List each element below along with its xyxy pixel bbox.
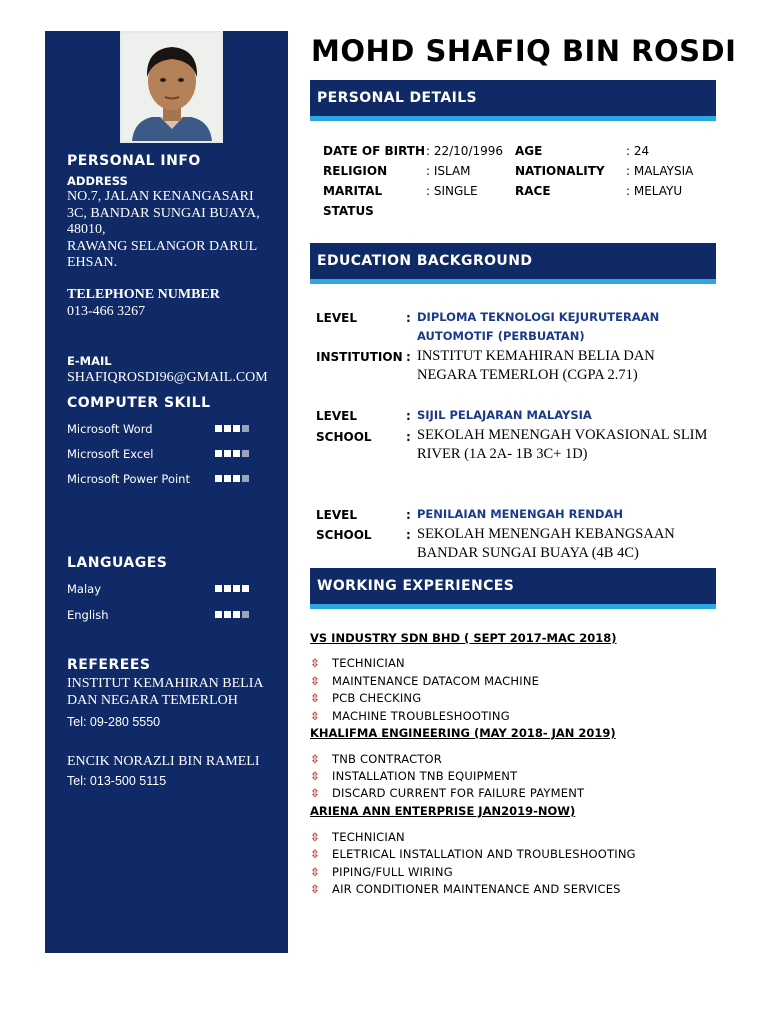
sidebar: [45, 31, 288, 953]
personal-details-banner: [310, 80, 716, 121]
referee1-line: INSTITUT KEMAHIRAN BELIA: [67, 676, 264, 691]
arrow-bullet-icon: ⇳: [310, 709, 320, 723]
address-label: ADDRESS: [67, 174, 128, 188]
skill-name: Microsoft Power Point: [67, 472, 190, 486]
rating-filled-square: [233, 475, 240, 482]
marital-label: MARITAL: [323, 184, 383, 198]
referee1-line: DAN NEGARA TEMERLOH: [67, 692, 238, 708]
school-label: SCHOOL: [316, 430, 372, 444]
profile-photo-image: [122, 33, 221, 141]
rating-filled-square: [233, 611, 240, 618]
task-item: [310, 786, 584, 800]
school-label: SCHOOL: [316, 528, 372, 542]
education-place: SEKOLAH MENENGAH KEBANGSAAN BANDAR SUNGAI BUAYA (4B 4C): [417, 526, 675, 561]
nationality-value: : MALAYSIA: [626, 164, 694, 178]
task-text: TNB CONTRACTOR: [332, 752, 442, 766]
rating-filled-square: [224, 425, 231, 432]
rating-filled-square: [215, 585, 222, 592]
race-label: RACE: [515, 184, 551, 198]
colon: :: [406, 528, 411, 542]
task-item: [310, 830, 405, 844]
rating-filled-square: [224, 585, 231, 592]
arrow-bullet-icon: ⇳: [310, 882, 320, 896]
task-item: [310, 847, 636, 861]
address-line: 48010,: [67, 222, 106, 237]
language-name: Malay: [67, 582, 102, 596]
task-item: [310, 709, 510, 723]
address-text: [67, 189, 282, 272]
rating-filled-square: [224, 611, 231, 618]
arrow-bullet-icon: ⇳: [310, 786, 320, 800]
age-label: AGE: [515, 144, 543, 158]
task-item: [310, 865, 453, 879]
company-name: VS INDUSTRY SDN BHD ( SEPT 2017-MAC 2018): [310, 631, 617, 645]
religion-value: : ISLAM: [426, 164, 471, 178]
personal-info-heading: PERSONAL INFO: [67, 153, 201, 169]
rating-filled-square: [215, 425, 222, 432]
arrow-bullet-icon: ⇳: [310, 769, 320, 783]
colon: :: [406, 311, 411, 325]
skill-rating: [215, 475, 249, 485]
colon: :: [406, 430, 411, 444]
rating-filled-square: [224, 475, 231, 482]
colon: :: [406, 508, 411, 522]
referee1-text: [67, 676, 282, 709]
referee1-tel: Tel: 09-280 5550: [67, 715, 161, 729]
rating-empty-square: [242, 475, 249, 482]
task-item: [310, 674, 539, 688]
arrow-bullet-icon: ⇳: [310, 830, 320, 844]
work-heading: WORKING EXPERIENCES: [317, 578, 515, 594]
rating-filled-square: [233, 425, 240, 432]
level-label: LEVEL: [316, 311, 357, 325]
education-level: PENILAIAN MENENGAH RENDAH: [417, 507, 624, 521]
telephone-label: TELEPHONE NUMBER: [67, 287, 220, 302]
age-value: : 24: [626, 144, 650, 158]
skill-rating: [215, 450, 249, 460]
rating-empty-square: [242, 450, 249, 457]
colon: :: [406, 350, 411, 364]
task-text: INSTALLATION TNB EQUIPMENT: [332, 769, 518, 783]
rating-filled-square: [215, 611, 222, 618]
marital-value: : SINGLE: [426, 184, 478, 198]
rating-filled-square: [224, 450, 231, 457]
address-line: RAWANG SELANGOR DARUL: [67, 238, 258, 254]
task-text: PCB CHECKING: [332, 691, 422, 705]
referee2-tel: Tel: 013-500 5115: [67, 774, 167, 788]
language-name: English: [67, 608, 109, 622]
rating-filled-square: [215, 450, 222, 457]
rating-filled-square: [242, 585, 249, 592]
marital-label-status: STATUS: [323, 204, 374, 218]
arrow-bullet-icon: ⇳: [310, 656, 320, 670]
arrow-bullet-icon: ⇳: [310, 691, 320, 705]
arrow-bullet-icon: ⇳: [310, 865, 320, 879]
languages-heading: LANGUAGES: [67, 555, 168, 571]
language-rating: [215, 585, 249, 595]
address-line: EHSAN.: [67, 255, 118, 270]
education-place: INSTITUT KEMAHIRAN BELIA DAN NEGARA TEMERLOH (CGPA 2.71): [417, 348, 655, 383]
task-text: DISCARD CURRENT FOR FAILURE PAYMENT: [332, 786, 585, 800]
task-text: AIR CONDITIONER MAINTENANCE AND SERVICES: [332, 882, 621, 896]
task-text: MAINTENANCE DATACOM MACHINE: [332, 674, 540, 688]
address-line: 3C, BANDAR SUNGAI BUAYA,: [67, 205, 260, 221]
task-item: [310, 882, 621, 896]
task-item: [310, 769, 517, 783]
email-value: SHAFIQROSDI96@GMAIL.COM: [67, 370, 268, 385]
arrow-bullet-icon: ⇳: [310, 847, 320, 861]
education-place: SEKOLAH MENENGAH VOKASIONAL SLIM RIVER (1A 2A- 1B 3C+ 1D): [417, 427, 708, 462]
education-level: SIJIL PELAJARAN MALAYSIA: [417, 408, 592, 422]
email-label: E-MAIL: [67, 354, 112, 368]
religion-label: RELIGION: [323, 164, 388, 178]
education-level: DIPLOMA TEKNOLOGI KEJURUTERAAN AUTOMOTIF (PERBUATAN): [417, 310, 660, 343]
telephone-value: 013-466 3267: [67, 304, 146, 319]
skill-name: Microsoft Excel: [67, 447, 154, 461]
language-rating: [215, 611, 249, 621]
colon: :: [406, 409, 411, 423]
task-text: PIPING/FULL WIRING: [332, 865, 453, 879]
level-label: LEVEL: [316, 409, 357, 423]
work-banner: [310, 568, 716, 609]
task-text: TECHNICIAN: [332, 830, 405, 844]
rating-empty-square: [242, 611, 249, 618]
race-value: : MELAYU: [626, 184, 683, 198]
nationality-label: NATIONALITY: [515, 164, 605, 178]
dob-label: DATE OF BIRTH: [323, 144, 425, 158]
task-text: TECHNICIAN: [332, 656, 405, 670]
computer-skill-heading: COMPUTER SKILL: [67, 395, 211, 411]
skill-rating: [215, 425, 249, 435]
task-item: [310, 691, 421, 705]
task-text: MACHINE TROUBLESHOOTING: [332, 709, 510, 723]
rating-empty-square: [242, 425, 249, 432]
company-name: ARIENA ANN ENTERPRISE JAN2019-NOW): [310, 804, 576, 818]
address-line: NO.7, JALAN KENANGASARI: [67, 189, 254, 204]
rating-filled-square: [215, 475, 222, 482]
level-label: LEVEL: [316, 508, 357, 522]
referees-heading: REFEREES: [67, 657, 151, 673]
page-title: MOHD SHAFIQ BIN ROSDI: [311, 34, 737, 68]
task-text: ELETRICAL INSTALLATION AND TROUBLESHOOTING: [332, 847, 636, 861]
arrow-bullet-icon: ⇳: [310, 752, 320, 766]
rating-filled-square: [233, 450, 240, 457]
skill-name: Microsoft Word: [67, 422, 153, 436]
dob-value: : 22/10/1996: [426, 144, 504, 158]
personal-details-heading: PERSONAL DETAILS: [317, 90, 478, 106]
referee2-name: ENCIK NORAZLI BIN RAMELI: [67, 754, 260, 769]
profile-photo: [120, 31, 223, 143]
institution-label: INSTITUTION: [316, 350, 403, 364]
arrow-bullet-icon: ⇳: [310, 674, 320, 688]
rating-filled-square: [233, 585, 240, 592]
task-item: [310, 752, 442, 766]
company-name: KHALIFMA ENGINEERING (MAY 2018- JAN 2019): [310, 726, 616, 740]
task-item: [310, 656, 405, 670]
education-heading: EDUCATION BACKGROUND: [317, 253, 533, 269]
education-banner: [310, 243, 716, 284]
